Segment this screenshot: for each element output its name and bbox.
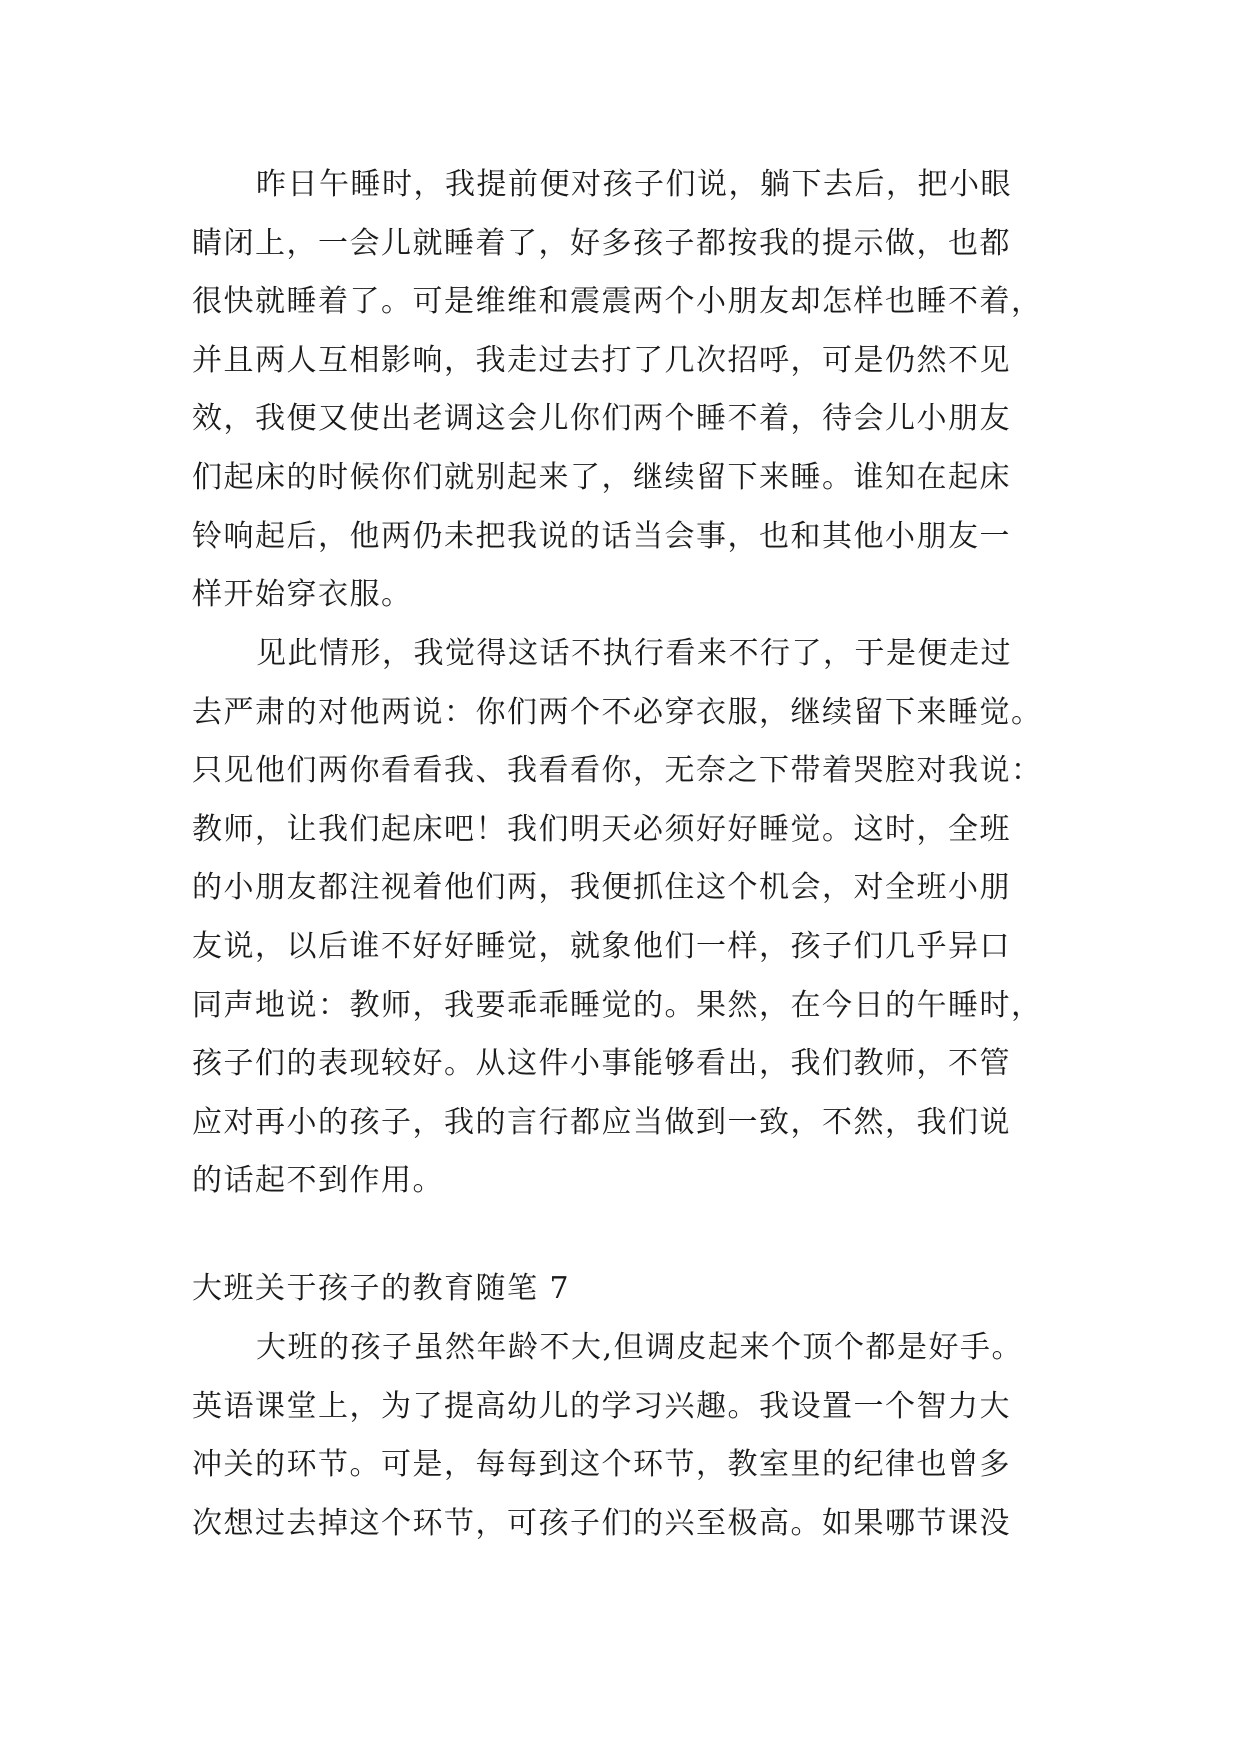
section-heading bbox=[192, 1260, 1092, 1319]
text-line: 冲关的环节。可是，每每到这个环节，教室里的纪律也曾多 bbox=[192, 1447, 1011, 1483]
text-line: 们起床的时候你们就别起来了，继续留下来睡。谁知在起床 bbox=[192, 459, 1011, 495]
text-line: 的小朋友都注视着他们两，我便抓住这个机会，对全班小朋 bbox=[192, 870, 1011, 906]
text-line: 去严肃的对他两说：你们两个不必穿衣服，继续留下来睡觉。 bbox=[192, 694, 1043, 730]
text-line: 样开始穿衣服。 bbox=[192, 577, 413, 613]
text-line: 孩子们的表现较好。从这件小事能够看出，我们教师，不管 bbox=[192, 1046, 1011, 1082]
paragraph-english-class bbox=[192, 1319, 1092, 1553]
text-line: 并且两人互相影响，我走过去打了几次招呼，可是仍然不见 bbox=[192, 342, 1011, 378]
text-line: 次想过去掉这个环节，可孩子们的兴至极高。如果哪节课没 bbox=[192, 1505, 1011, 1541]
paragraph-follow-through bbox=[192, 625, 1092, 1211]
text-line: 效，我便又使出老调这会儿你们两个睡不着，待会儿小朋友 bbox=[192, 401, 1011, 437]
paragraph-nap-story bbox=[192, 156, 1092, 625]
text-line: 应对再小的孩子，我的言行都应当做到一致，不然，我们说 bbox=[192, 1104, 1011, 1140]
text-line: 很快就睡着了。可是维维和震震两个小朋友却怎样也睡不着， bbox=[192, 284, 1043, 320]
text-line: 友说，以后谁不好好睡觉，就象他们一样，孩子们几乎异口 bbox=[192, 928, 1011, 964]
text-line: 教师，让我们起床吧！我们明天必须好好睡觉。这时，全班 bbox=[192, 811, 1011, 847]
text-line: 昨日午睡时，我提前便对孩子们说，躺下去后，把小眼 bbox=[256, 167, 1012, 202]
text-line: 见此情形，我觉得这话不执行看来不行了，于是便走过 bbox=[256, 636, 1012, 671]
text-line: 铃响起后，他两仍未把我说的话当会事，也和其他小朋友一 bbox=[192, 518, 1011, 554]
text-line: 的话起不到作用。 bbox=[192, 1163, 444, 1199]
section-heading-text: 大班关于孩子的教育随笔 7 bbox=[192, 1271, 571, 1306]
text-line: 只见他们两你看看我、我看看你，无奈之下带着哭腔对我说： bbox=[192, 753, 1043, 789]
text-line: 大班的孩子虽然年龄不大,但调皮起来个顶个都是好手。 bbox=[256, 1330, 1024, 1365]
text-line: 同声地说：教师，我要乖乖睡觉的。果然，在今日的午睡时， bbox=[192, 987, 1043, 1023]
text-line: 英语课堂上，为了提高幼儿的学习兴趣。我设置一个智力大 bbox=[192, 1388, 1011, 1424]
text-line: 睛闭上，一会儿就睡着了，好多孩子都按我的提示做，也都 bbox=[192, 225, 1011, 261]
